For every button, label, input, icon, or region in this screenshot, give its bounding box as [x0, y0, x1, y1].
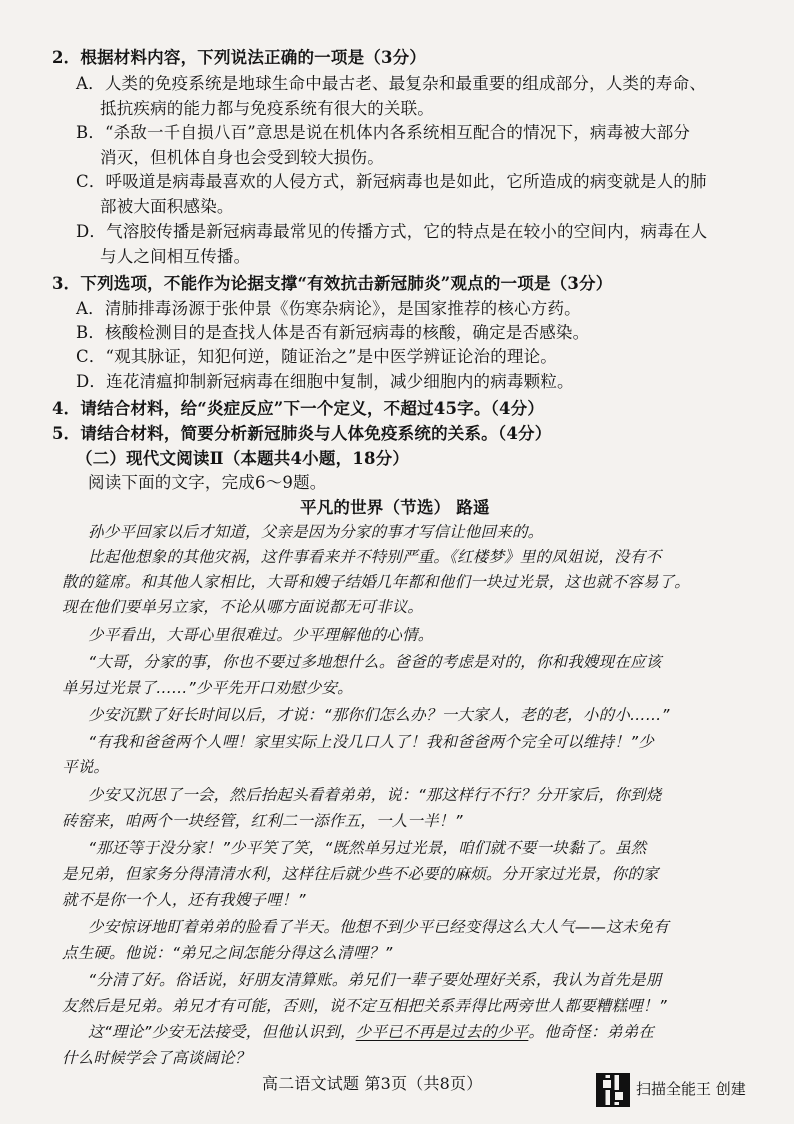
question-2-option-b: B．“杀敌一千自损八百”意思是说在机体内各系统相互配合的情况下，病毒被大部分 [76, 123, 691, 142]
story-paragraph [88, 1020, 654, 1044]
scanner-watermark: 扫描全能王 创建 [636, 1080, 746, 1098]
qr-code-icon [596, 1073, 630, 1107]
question-3-option-d: D．连花清瘟抑制新冠病毒在细胞中复制，减少细胞内的病毒颗粒。 [76, 372, 574, 391]
question-3-option-b: B．核酸检测目的是查找人体是否有新冠病毒的核酸，确定是否感染。 [76, 323, 590, 342]
story-paragraph: “大哥，分家的事，你也不要过多地想什么。爸爸的考虑是对的，你和我嫂现在应该 [88, 653, 662, 671]
question-3-option-a: A．清肺排毒汤源于张仲景《伤寒杂病论》，是国家推荐的核心方药。 [76, 299, 581, 318]
underlined-sentence: 少平已不再是过去的少平 [355, 1023, 529, 1041]
story-paragraph: 砖窑来，咱两个一块经管，红利二一添作五，一人一半！” [62, 812, 463, 830]
section-heading: （二）现代文阅读Ⅱ（本题共4小题，18分） [76, 449, 410, 468]
story-paragraph: “分清了好。俗话说，好朋友清算账。弟兄们一辈子要处理好关系，我认为首先是朋 [88, 971, 662, 989]
story-paragraph: 现在他们要单另立家，不论从哪方面说都无可非议。 [62, 598, 424, 616]
story-paragraph: 什么时候学会了高谈阔论？ [62, 1049, 251, 1067]
question-2-stem: 2．根据材料内容，下列说法正确的一项是（3分） [52, 48, 427, 67]
story-text: 。他奇怪：弟弟在 [528, 1023, 654, 1041]
story-paragraph: 孙少平回家以后才知道，父亲是因为分家的事才写信让他回来的。 [88, 523, 544, 541]
story-paragraph: 就不是你一个人，还有我嫂子哩！” [62, 891, 306, 909]
page-footer: 高二语文试题 第3页（共8页） [262, 1074, 483, 1093]
question-2-option-a-cont: 抵抗疾病的能力都与免疫系统有很大的关联。 [100, 99, 434, 118]
story-paragraph: 是兄弟，但家务分得清清水利，这样往后就少些不必要的麻烦。分开家过光景，你的家 [62, 865, 659, 883]
question-2-option-d: D．气溶胶传播是新冠病毒最常见的传播方式，它的特点是在较小的空间内，病毒在人 [76, 222, 708, 241]
story-paragraph: 平说。 [62, 758, 110, 776]
question-5: 5．请结合材料，简要分析新冠肺炎与人体免疫系统的关系。（4分） [52, 424, 552, 443]
story-paragraph: 散的筵席。和其他人家相比，大哥和嫂子结婚几年都和他们一块过光景，这也就不容易了。 [62, 573, 691, 591]
story-paragraph: 友然后是兄弟。弟兄才有可能，否则，说不定互相把关系弄得比两旁世人都要糟糕哩！” [62, 997, 667, 1015]
story-paragraph: 少安沉默了好长时间以后，才说：“那你们怎么办？一大家人，老的老，小的小……” [88, 706, 670, 724]
question-3-option-c: C．“观其脉证，知犯何逆，随证治之”是中医学辨证论治的理论。 [76, 347, 557, 366]
story-paragraph: 单另过光景了……”少平先开口劝慰少安。 [62, 679, 353, 697]
question-2-option-c: C．呼吸道是病毒最喜欢的人侵方式，新冠病毒也是如此，它所造成的病变就是人的肺 [76, 172, 707, 191]
question-2-option-b-cont: 消灭，但机体自身也会受到较大损伤。 [100, 148, 384, 167]
reading-instruction: 阅读下面的文字，完成6～9题。 [88, 473, 327, 492]
story-paragraph: 少平看出，大哥心里很难过。少平理解他的心情。 [88, 626, 434, 644]
story-paragraph: 点生硬。他说：“弟兄之间怎能分得这么清哩？” [62, 944, 393, 962]
story-paragraph: 少安惊讶地盯着弟弟的脸看了半天。他想不到少平已经变得这么大人气——这未免有 [88, 918, 669, 936]
story-paragraph: 少安又沉思了一会，然后抬起头看着弟弟，说：“那这样行不行？分开家后，你到烧 [88, 786, 662, 804]
story-paragraph: “那还等于没分家！”少平笑了笑，“既然单另过光景，咱们就不要一块黏了。虽然 [88, 839, 647, 857]
question-2-option-c-cont: 部被大面积感染。 [100, 197, 234, 216]
question-4: 4．请结合材料，给“炎症反应”下一个定义，不超过45字。（4分） [52, 399, 545, 418]
story-text: 这“理论”少安无法接受，但他认识到， [88, 1023, 356, 1041]
question-2-option-a: A．人类的免疫系统是地球生命中最古老、最复杂和最重要的组成部分，人类的寿命、 [76, 74, 707, 93]
question-3-stem: 3．下列选项，不能作为论据支撑“有效抗击新冠肺炎”观点的一项是（3分） [52, 274, 613, 293]
story-paragraph: 比起他想象的其他灾祸，这件事看来并不特别严重。《红楼梦》里的凤姐说，没有不 [88, 548, 662, 566]
story-title: 平凡的世界（节选） 路遥 [300, 498, 490, 517]
question-2-option-d-cont: 与人之间相互传播。 [100, 247, 251, 266]
story-paragraph: “有我和爸爸两个人哩！家里实际上没几口人了！我和爸爸两个完全可以维持！”少 [88, 733, 654, 751]
